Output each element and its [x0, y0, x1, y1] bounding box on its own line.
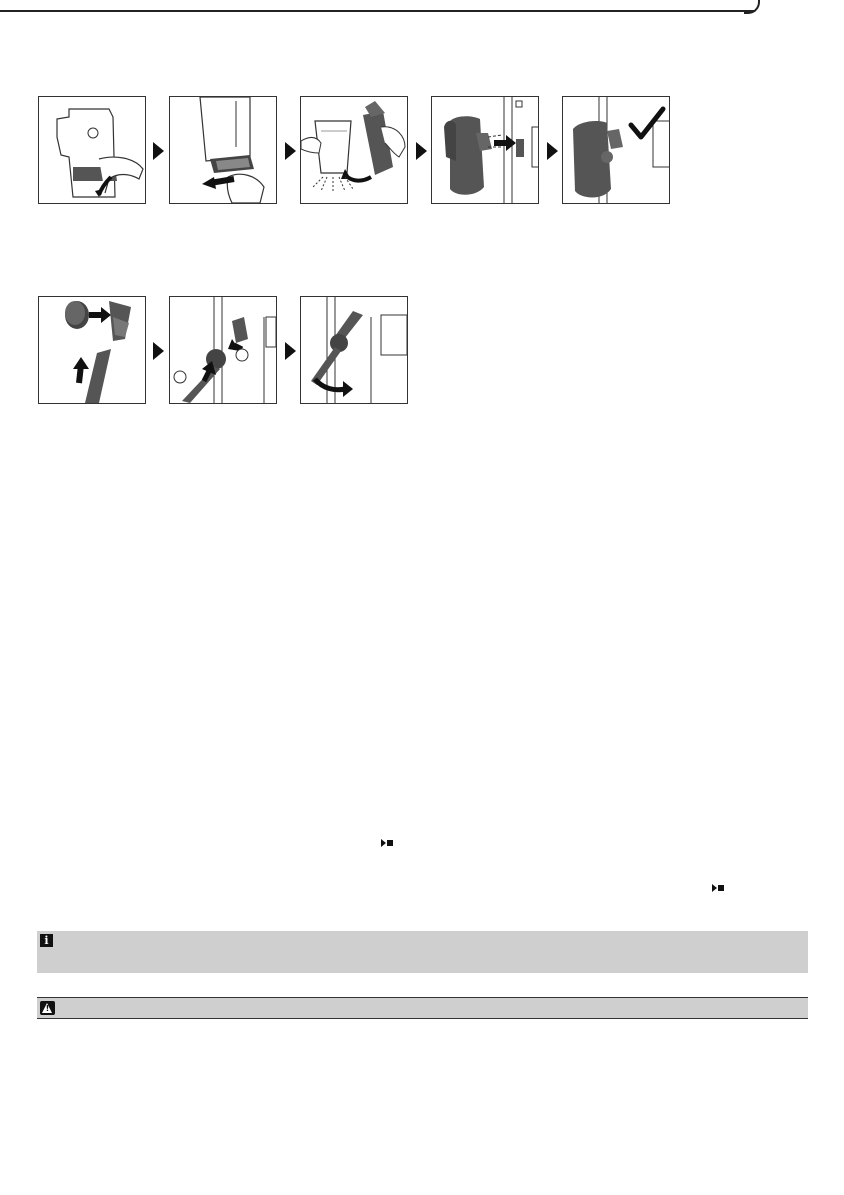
- start-stop-icon: [381, 839, 393, 849]
- filter-glass-rinse-icon: [301, 97, 407, 203]
- panel-rotate-tool: [300, 296, 408, 404]
- page-corner-rule: [744, 0, 760, 14]
- step-arrow: [153, 342, 164, 360]
- step-arrow: [547, 142, 558, 160]
- step-arrow: [153, 142, 164, 160]
- tool-attach-icon: [170, 297, 276, 403]
- panel-remove-filter-from-tank: [38, 96, 146, 204]
- panel-rinse-filter-glass: [300, 96, 408, 204]
- callout-circle: [174, 371, 186, 383]
- filter-insert-icon: [432, 97, 538, 203]
- info-note-box: [37, 931, 808, 973]
- water-tank-hand-icon: [39, 97, 145, 203]
- warning-box: [37, 997, 808, 1019]
- panel-attach-tool-machine: [169, 296, 277, 404]
- tool-assemble-icon: [39, 297, 145, 403]
- tool-rotate-icon: [301, 297, 407, 403]
- start-stop-icon: [712, 884, 724, 894]
- panel-filter-installed-check: [562, 96, 670, 204]
- check-icon: [563, 97, 669, 203]
- warning-icon: [40, 1001, 55, 1015]
- panel-pull-filter-down: [169, 96, 277, 204]
- panel-insert-filter-machine: [431, 96, 539, 204]
- step-arrow: [285, 142, 296, 160]
- filter-pull-icon: [170, 97, 276, 203]
- panel-assemble-cleaning-tool: [38, 296, 146, 404]
- step-arrow: [416, 142, 427, 160]
- callout-circle: [236, 349, 248, 361]
- step-arrow: [285, 342, 296, 360]
- info-icon: i: [40, 934, 53, 947]
